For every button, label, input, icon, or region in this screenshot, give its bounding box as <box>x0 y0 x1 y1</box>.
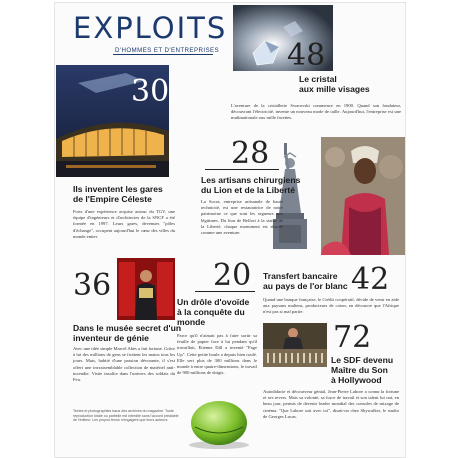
article-42-title <box>263 271 348 291</box>
article-20-title <box>177 297 249 327</box>
article-20-number: 20 <box>213 258 252 293</box>
museum-image <box>117 258 175 320</box>
footnote: Textes et photographies issus des archives du magazine. Toute reproduction totale ou partielle est interdite sans l'accord préalable de l'éditeur. Les propos tenus n'engagent que leurs auteurs. <box>73 409 179 423</box>
article-30-title-line: de l'Empire Céleste <box>73 194 152 204</box>
magazine-page <box>54 2 406 458</box>
article-42-number: 42 <box>351 262 390 297</box>
article-36-body: Avec une idée simple Marcel Abès a fait fortune. Grâce à lui des millions de gens se frottent les mains tous les jours. Mais, habité d'une passion dévorante, il s'est offert une invraisemblable collection de matériel anti-incendie. Visite insolite dans l'univers des soldats du Feu. <box>73 346 175 383</box>
masthead-rule <box>113 54 213 55</box>
article-72-title-line: Le SDF devenu <box>331 355 394 365</box>
article-28-number: 28 <box>231 136 270 171</box>
masthead-subtitle: D'HOMMES ET D'ENTREPRISES <box>115 47 220 54</box>
article-36-title-line: Dans le musée secret d'un <box>73 323 182 333</box>
article-20-title-line: à la conquête du <box>177 307 245 317</box>
article-42-title-line: Transfert bancaire <box>263 271 338 281</box>
article-36-number: 36 <box>73 268 112 303</box>
article-42-body: Quand une banque française, le Crédit coopératif, décide de venir en aide aux paysans maliens, producteurs de coton, en découvre que l'Afrique n'est pas si mal partie. <box>263 297 399 315</box>
article-48-title-line: Le cristal <box>299 74 337 84</box>
article-72-body: Autodidacte et découvreur génial, Jean-Pierre Lahore a connu la fortune et ses revers. Mais sa volonté, sa force de travail et son talent lui ont, en beau jour, permis de devenir leader mondial des consoles de mixage de cinéma. "Que Lahore soit avec toi", disait-on chez Skywalker, le studio de Georges Lucas. <box>263 389 399 419</box>
page-up-ovoid <box>185 395 253 451</box>
article-20-rule <box>195 291 255 292</box>
article-20-body: Parce qu'il n'aimait pas à faire sortir sa feuille de papier face à lui pendant qu'il travaillait, Etienne Dill a inventé "Page Up". Cette petite boule a depuis bien roulé. Elle sert plus de 300 millions dans le monde à entre quatre-dimensions, le travail de 900 millions de doigts. <box>177 333 257 376</box>
cotton-farmer-photo <box>321 137 405 255</box>
page-up-ovoid-image <box>185 395 253 451</box>
article-48-title-line: aux mille visages <box>299 84 370 94</box>
article-28-title-line: du Lion et de la Liberté <box>201 185 296 195</box>
article-30-number: 30 <box>131 74 170 109</box>
article-28-title-line: Les artisans chirurgiens <box>201 175 301 185</box>
article-36-title-line: inventeur de génie <box>73 333 149 343</box>
article-28-body: La Socra, entreprise artisanale de haute technicité, est une restauratrice de notre patrimoine ce que sont les orgueurs aux légitimes. Du lion de Belfort à la statue de la Liberté, chaque monument est abordé comme une aventure. <box>201 199 283 236</box>
article-28-rule <box>205 169 279 170</box>
article-42-title-line: au pays de l'or blanc <box>263 281 348 291</box>
article-72-title-line: à Hollywood <box>331 375 382 385</box>
article-48-title <box>299 74 370 94</box>
article-28-title <box>201 175 300 195</box>
article-30-title-line: Ils inventent les gares <box>73 184 163 194</box>
article-20-title-line: Un drôle d'ovoïde <box>177 297 250 307</box>
article-20-title-line: monde <box>177 317 206 327</box>
article-72-number: 72 <box>333 320 372 355</box>
article-72-title-line: Maître du Son <box>331 365 388 375</box>
museum-photo <box>117 258 175 320</box>
mixing-console-image <box>263 323 327 367</box>
article-30-title <box>73 184 163 204</box>
article-36-title <box>73 323 181 343</box>
article-72-title <box>331 355 393 385</box>
cotton-farmer-image <box>321 137 405 255</box>
article-48-number: 48 <box>287 38 326 73</box>
article-48-body: L'aventure de la cristallerie Swarovski commence en 1900. Quand son fondateur, découvrant l'électricité, invente un nouveau mode de taille. Aujourd'hui, l'entreprise est une multinationale aux mille facettes. <box>231 103 401 121</box>
mixing-console-photo <box>263 323 327 367</box>
article-30-body: Forts d'une expérience acquise autour du TGV, une équipe d'ingénieurs et d'architectes de la SNCF a été formée en 1997. Leurs gares, devenues "pôles d'échange", occupent aujourd'hui le cœur des villes du monde entier. <box>73 209 175 239</box>
masthead-title: EXPLOITS <box>73 11 228 45</box>
